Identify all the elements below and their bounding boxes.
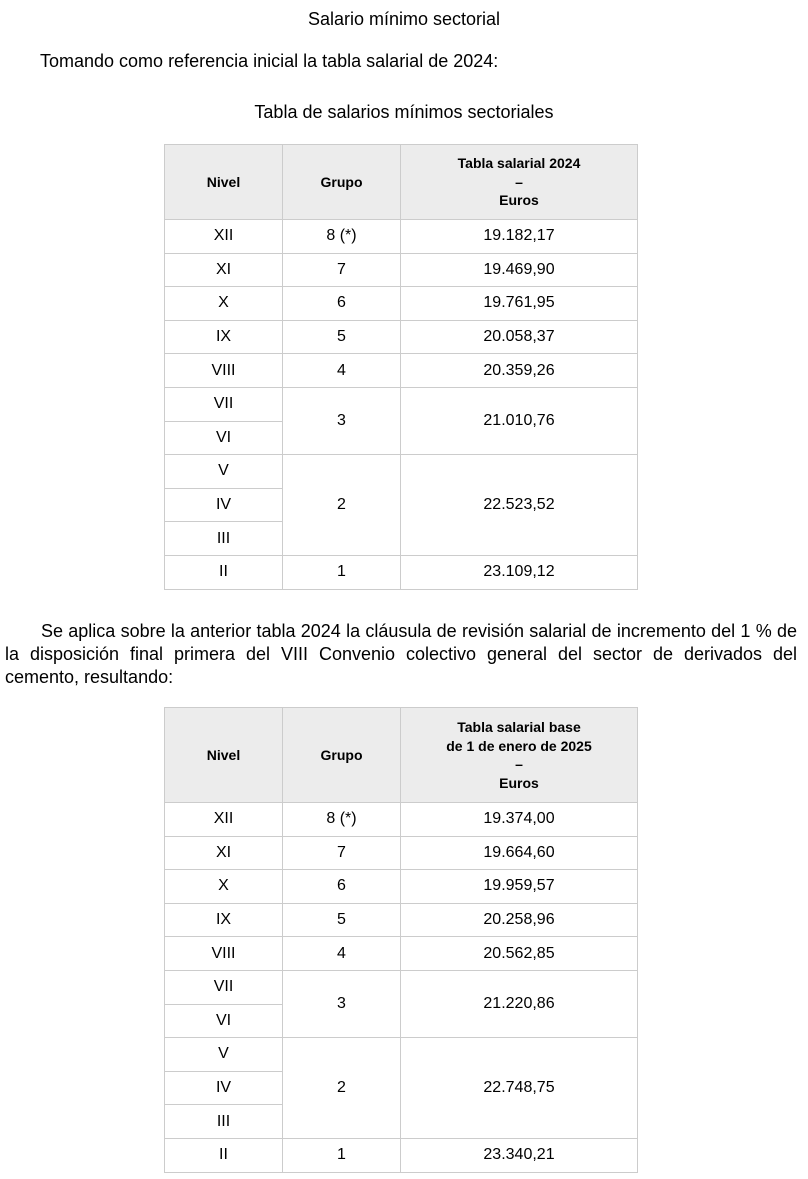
header-row (165, 145, 638, 220)
salario-cell: 23.109,12 (401, 555, 638, 589)
column-header: Nivel (165, 708, 283, 803)
nivel-cell: III (165, 1105, 283, 1139)
column-header: Tabla salarial 2024 – Euros (401, 145, 638, 220)
nivel-cell: X (165, 870, 283, 904)
column-header: Tabla salarial base de 1 de enero de 2025 – Euros (401, 708, 638, 803)
nivel-cell: X (165, 287, 283, 321)
salario-cell: 21.220,86 (401, 970, 638, 1037)
nivel-cell: V (165, 455, 283, 489)
salario-cell: 22.748,75 (401, 1038, 638, 1139)
salario-cell: 22.523,52 (401, 455, 638, 556)
salario-cell: 20.258,96 (401, 903, 638, 937)
grupo-cell: 6 (283, 870, 401, 904)
table-row (165, 455, 638, 489)
revision-paragraph: Se aplica sobre la anterior tabla 2024 la cláusula de revisión salarial de incremento del 1 % de la disposición final primera del VIII Convenio colectivo general del sector de derivados del cemento, resultando: (5, 621, 797, 687)
document-title: Salario mínimo sectorial (307, 9, 501, 29)
column-header: Grupo (283, 145, 401, 220)
grupo-cell: 4 (283, 937, 401, 971)
nivel-cell: XII (165, 220, 283, 254)
nivel-cell: III (165, 522, 283, 556)
table-row (165, 970, 638, 1004)
nivel-cell: VI (165, 1004, 283, 1038)
salario-cell: 19.664,60 (401, 836, 638, 870)
nivel-cell: IX (165, 903, 283, 937)
table-caption: Tabla de salarios mínimos sectoriales (254, 102, 554, 122)
table-row (165, 870, 638, 904)
nivel-cell: II (165, 1138, 283, 1172)
grupo-cell: 8 (*) (283, 803, 401, 837)
nivel-cell: VII (165, 970, 283, 1004)
column-header: Grupo (283, 708, 401, 803)
column-header: Nivel (165, 145, 283, 220)
salario-cell: 20.359,26 (401, 354, 638, 388)
table-row (165, 555, 638, 589)
nivel-cell: VIII (165, 354, 283, 388)
table-row (165, 1038, 638, 1072)
table-row (165, 354, 638, 388)
grupo-cell: 8 (*) (283, 220, 401, 254)
nivel-cell: XII (165, 803, 283, 837)
nivel-cell: IX (165, 320, 283, 354)
salario-cell: 21.010,76 (401, 387, 638, 454)
nivel-cell: VI (165, 421, 283, 455)
grupo-cell: 3 (283, 970, 401, 1037)
salario-cell: 20.058,37 (401, 320, 638, 354)
grupo-cell: 3 (283, 387, 401, 454)
salario-cell: 20.562,85 (401, 937, 638, 971)
salary-table-2024 (164, 144, 638, 590)
grupo-cell: 6 (283, 287, 401, 321)
nivel-cell: VIII (165, 937, 283, 971)
table-row (165, 387, 638, 421)
nivel-cell: IV (165, 1071, 283, 1105)
table-row (165, 836, 638, 870)
grupo-cell: 5 (283, 903, 401, 937)
salario-cell: 23.340,21 (401, 1138, 638, 1172)
nivel-cell: VII (165, 387, 283, 421)
table-row (165, 253, 638, 287)
salario-cell: 19.469,90 (401, 253, 638, 287)
salario-cell: 19.374,00 (401, 803, 638, 837)
nivel-cell: XI (165, 836, 283, 870)
nivel-cell: IV (165, 488, 283, 522)
nivel-cell: II (165, 555, 283, 589)
table-row (165, 220, 638, 254)
table-row (165, 903, 638, 937)
grupo-cell: 7 (283, 253, 401, 287)
nivel-cell: XI (165, 253, 283, 287)
grupo-cell: 7 (283, 836, 401, 870)
grupo-cell: 1 (283, 555, 401, 589)
salary-table-2025 (164, 707, 638, 1173)
salario-cell: 19.182,17 (401, 220, 638, 254)
grupo-cell: 4 (283, 354, 401, 388)
table-row (165, 287, 638, 321)
table-row (165, 937, 638, 971)
salario-cell: 19.761,95 (401, 287, 638, 321)
salario-cell: 19.959,57 (401, 870, 638, 904)
table-row (165, 1138, 638, 1172)
table-row (165, 803, 638, 837)
grupo-cell: 5 (283, 320, 401, 354)
intro-paragraph: Tomando como referencia inicial la tabla salarial de 2024: (40, 51, 499, 71)
grupo-cell: 2 (283, 455, 401, 556)
grupo-cell: 2 (283, 1038, 401, 1139)
grupo-cell: 1 (283, 1138, 401, 1172)
table-row (165, 320, 638, 354)
nivel-cell: V (165, 1038, 283, 1072)
header-row (165, 708, 638, 803)
